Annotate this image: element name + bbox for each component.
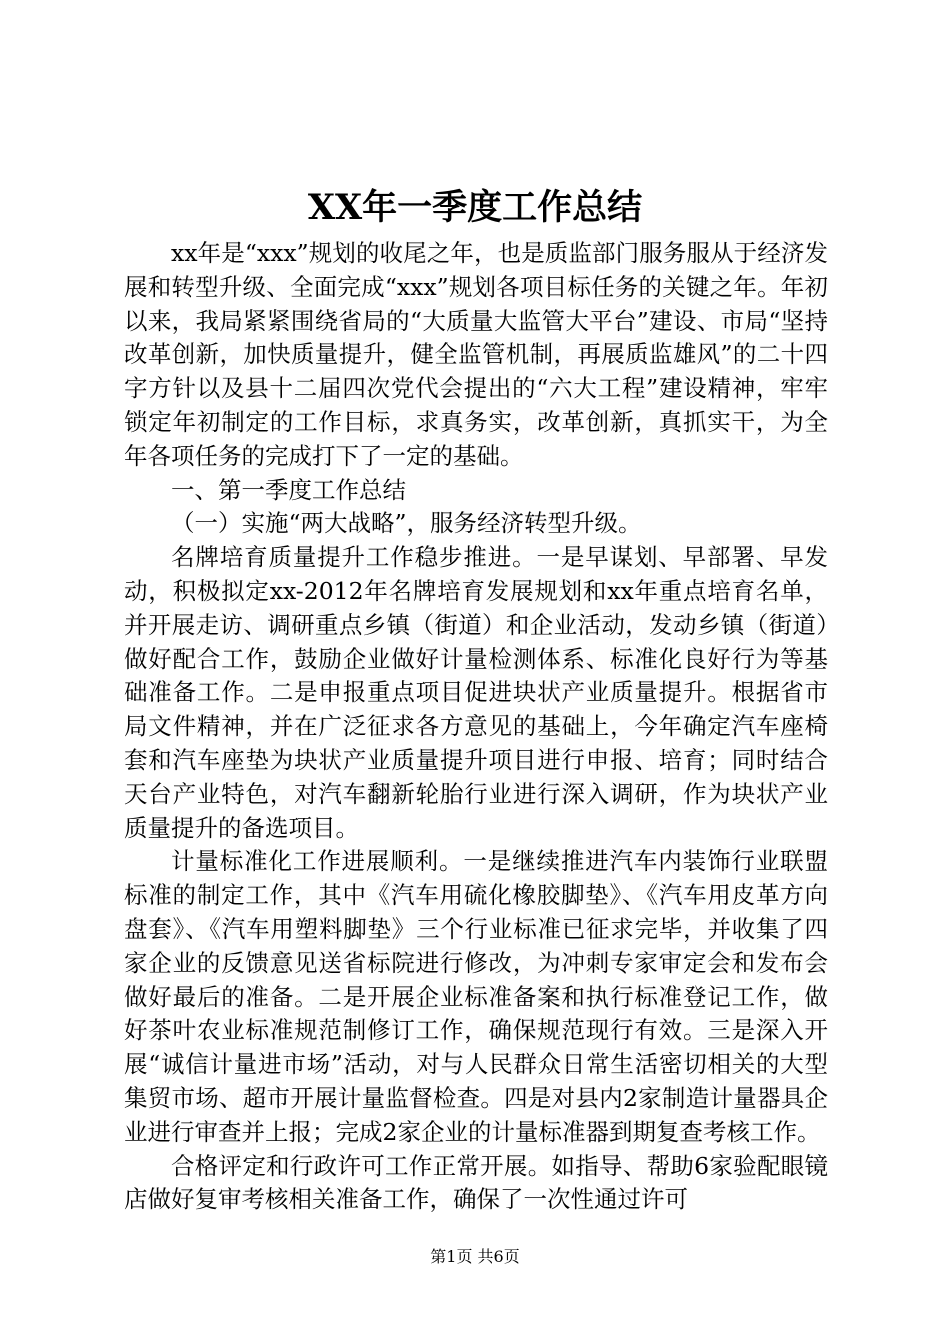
paragraph-conformity-licensing: 合格评定和行政许可工作正常开展。如指导、帮助6家验配眼镜店做好复审考核相关准备工作，确保了一次性通过许可 bbox=[124, 1151, 828, 1214]
paragraph-intro: xx年是“xxx”规划的收尾之年，也是质监部门服务服从于经济发展和转型升级、全面完成“xxx”规划各项目标任务的关键之年。年初以来，我局紧紧围绕省局的“大质量大监管大平台”建设、市局“坚持改革创新，加快质量提升，健全监管机制，再展质监雄风”的二十四字方针以及县十二届四次党代会提出的“六大工程”建设精神，牢牢锁定年初制定的工作目标，求真务实，改革创新，真抓实干，为全年各项任务的完成打下了一定的基础。 bbox=[124, 239, 828, 470]
document-body bbox=[124, 237, 828, 1217]
paragraph-metrology-standards: 计量标准化工作进展顺利。一是继续推进汽车内装饰行业联盟标准的制定工作，其中《汽车用硫化橡胶脚垫》、《汽车用皮革方向盘套》、《汽车用塑料脚垫》三个行业标准已征求完毕，并收集了四家企业的反馈意见送省标院进行修改，为冲刺专家审定会和发布会做好最后的准备。二是开展企业标准备案和执行标准登记工作，做好茶叶农业标准规范制修订工作，确保规范现行有效。三是深入开展“诚信计量进市场”活动，对与人民群众日常生活密切相关的大型集贸市场、超市开展计量监督检查。四是对县内2家制造计量器具企业进行审查并上报；完成2家企业的计量标准器到期复查考核工作。 bbox=[124, 847, 828, 1146]
document-title: XX年一季度工作总结 bbox=[307, 187, 643, 228]
paragraph-brand-quality: 名牌培育质量提升工作稳步推进。一是早谋划、早部署、早发动，积极拟定xx-2012年名牌培育发展规划和xx年重点培育名单，并开展走访、调研重点乡镇（街道）和企业活动，发动乡镇（街道）做好配合工作，鼓励企业做好计量检测体系、标准化良好行为等基础准备工作。二是申报重点项目促进块状产业质量提升。根据省市局文件精神，并在广泛征求各方意见的基础上，今年确定汽车座椅套和汽车座垫为块状产业质量提升项目进行申报、培育；同时结合天台产业特色，对汽车翻新轮胎行业进行深入调研，作为块状产业质量提升的备选项目。 bbox=[124, 543, 828, 842]
section-heading: 一、第一季度工作总结 bbox=[171, 475, 406, 504]
page-footer: 第1页 共6页 bbox=[430, 1247, 520, 1266]
subsection-heading: （一）实施“两大战略”，服务经济转型升级。 bbox=[171, 509, 642, 538]
